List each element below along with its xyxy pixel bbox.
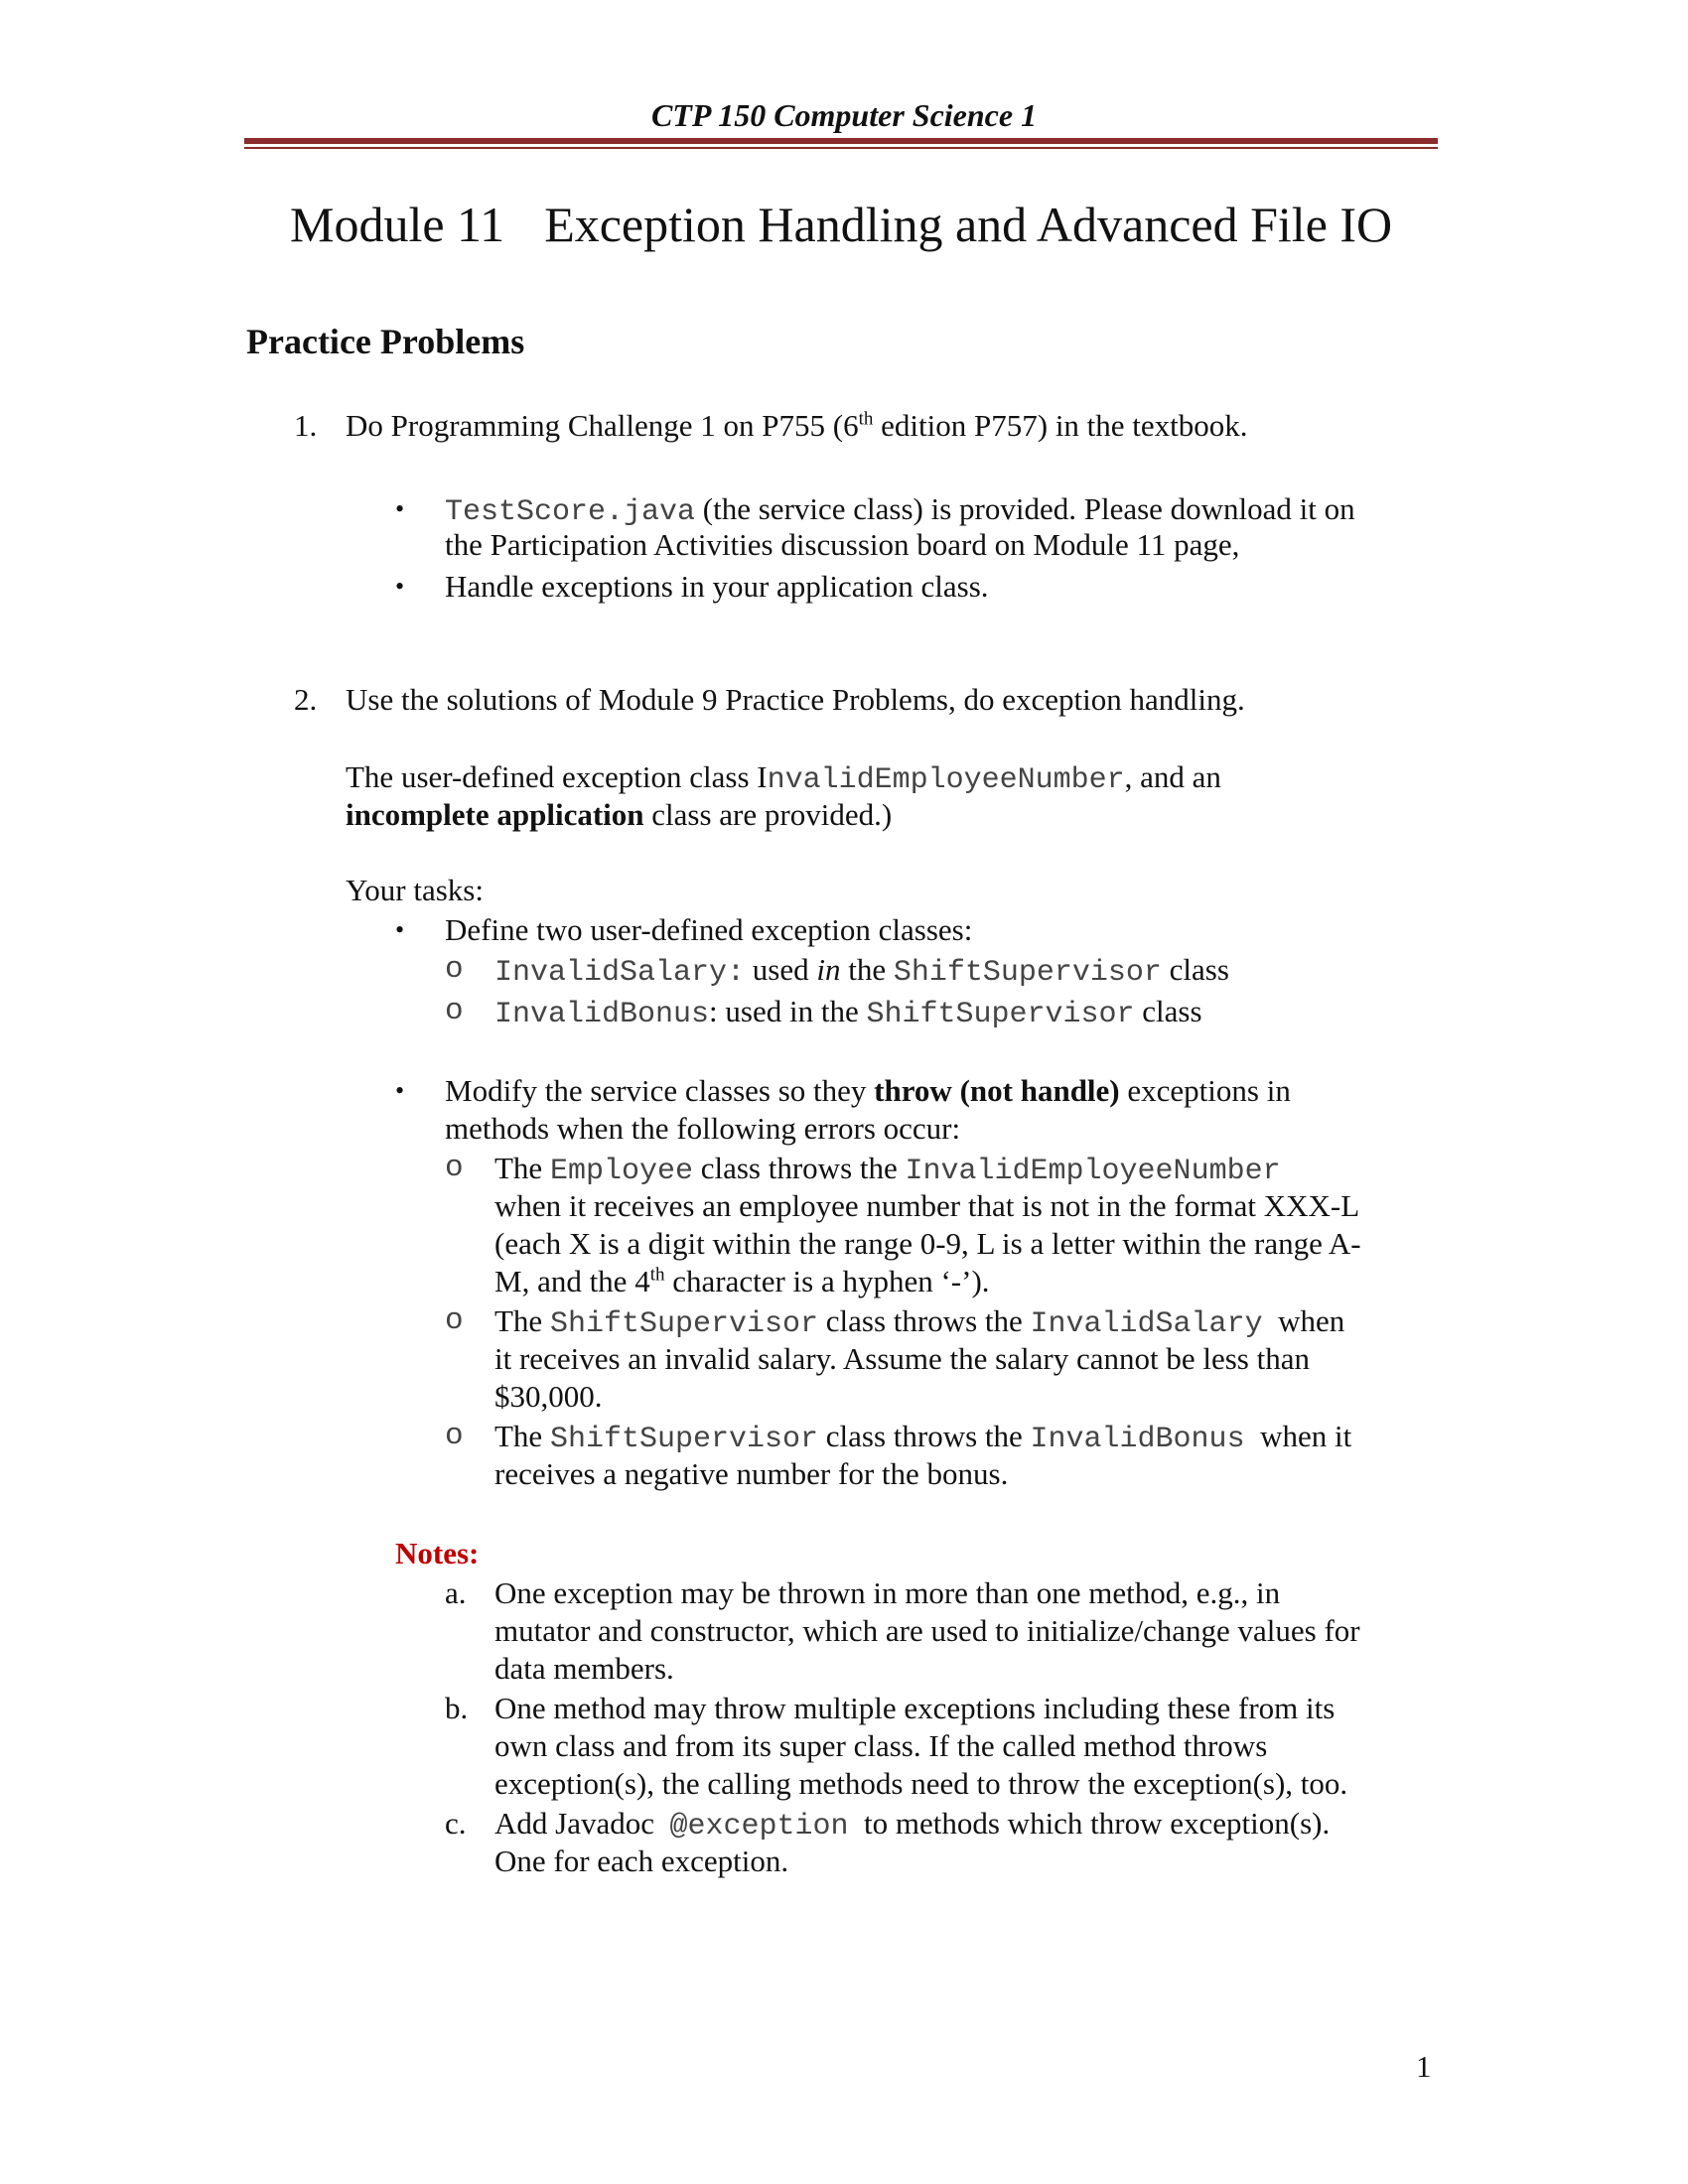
superscript: th	[858, 408, 874, 430]
note-c-marker: c.	[445, 1806, 467, 1841]
problem-1-bullet-2: Handle exceptions in your application class.	[445, 569, 989, 604]
code-shift-supervisor: ShiftSupervisor	[549, 1307, 818, 1341]
e3-b: class throws the	[818, 1419, 1031, 1453]
code-invalid-bonus: InvalidBonus	[494, 998, 710, 1031]
notes-label: Notes:	[395, 1536, 480, 1570]
incomplete-application: incomplete application	[346, 797, 644, 832]
bullet-icon: •	[395, 915, 405, 944]
e2-c: when	[1262, 1303, 1345, 1338]
code-employee: Employee	[549, 1155, 693, 1188]
code-exception-tag: @exception	[669, 1810, 849, 1843]
sub-marker: o	[445, 952, 464, 987]
note-b-marker: b.	[445, 1691, 469, 1725]
bullet-icon: •	[395, 1076, 405, 1105]
code-invalid-salary: InvalidSalary:	[494, 956, 746, 990]
header-rule-thin	[244, 147, 1438, 149]
note-c-a: Add Javadoc	[494, 1806, 670, 1841]
sub-marker: o	[445, 994, 464, 1028]
e3-a: The	[494, 1419, 550, 1453]
e1-a: The	[494, 1151, 550, 1185]
note-c-line-1	[494, 1805, 1330, 1845]
provided-text-a: The user-defined exception class I	[346, 759, 768, 794]
code-shift-supervisor: ShiftSupervisor	[866, 998, 1135, 1031]
error-employee-line-4	[494, 1263, 990, 1300]
e3-c: when it	[1244, 1419, 1352, 1453]
error-employee	[494, 1150, 1281, 1190]
tasks-label: Your tasks:	[346, 873, 484, 907]
code-shift-supervisor: ShiftSupervisor	[549, 1423, 818, 1456]
problem-1-bullet-1	[445, 490, 1355, 531]
task-1: Define two user-defined exception classes:	[445, 912, 973, 947]
e2-a: The	[494, 1303, 550, 1338]
e1-b: class throws the	[692, 1151, 906, 1185]
note-c-b: to methods which throw exception(s).	[848, 1806, 1331, 1841]
sub-marker: o	[445, 1303, 464, 1338]
task-2	[445, 1072, 1291, 1110]
sub2-a: : used in the	[709, 994, 867, 1028]
sub-marker: o	[445, 1151, 464, 1185]
code-invalid-salary: InvalidSalary	[1030, 1307, 1263, 1341]
note-b-line-3: exception(s), the calling methods need to throw the exception(s), too.	[494, 1766, 1348, 1801]
e2-b: class throws the	[818, 1303, 1031, 1338]
task2-bold: throw (not handle)	[874, 1073, 1120, 1108]
e1-line4-b: character is a hyphen ‘-’).	[664, 1264, 990, 1298]
error-employee-line-2: when it receives an employee number that is not in the format XXX-L	[494, 1188, 1360, 1223]
code-testscore: TestScore.java	[445, 495, 696, 529]
note-c-line-2: One for each exception.	[494, 1843, 789, 1878]
error-bonus-line-2: receives a negative number for the bonus.	[494, 1456, 1009, 1491]
problem-1-text	[346, 407, 1248, 445]
provided-rest: class are provided.)	[643, 797, 893, 832]
bullet-icon: •	[395, 494, 405, 523]
task-1-sub-1	[494, 951, 1229, 992]
code-invalid-employee-number: nvalidEmployeeNumber	[767, 763, 1125, 797]
sub-marker: o	[445, 1419, 464, 1453]
header-title: CTP 150 Computer Science 1	[650, 97, 1038, 133]
code-invalid-employee-number: InvalidEmployeeNumber	[905, 1155, 1281, 1188]
problem-2-provided	[346, 758, 1221, 799]
code-invalid-bonus: InvalidBonus	[1030, 1423, 1245, 1456]
page-number: 1	[1416, 2049, 1432, 2084]
problem-1-text-b: edition P757) in the textbook.	[873, 408, 1248, 443]
task2-b: exceptions in	[1119, 1073, 1291, 1108]
problem-1-text-a: Do Programming Challenge 1 on P755 (6	[346, 408, 859, 443]
section-title: Practice Problems	[246, 322, 525, 361]
problem-2-number: 2.	[294, 682, 318, 717]
note-b-line-1: One method may throw multiple exceptions including these from its	[494, 1691, 1336, 1725]
note-a-line-3: data members.	[494, 1651, 674, 1686]
sub1-c: class	[1161, 952, 1229, 987]
problem-2-provided-line-2	[346, 796, 892, 834]
e1-line4-a: M, and the 4	[494, 1264, 650, 1298]
sub1-a: used	[745, 952, 817, 987]
task-2-line-2: methods when the following errors occur:	[445, 1111, 961, 1146]
note-a-line-1: One exception may be thrown in more than one method, e.g., in	[494, 1575, 1281, 1610]
note-a-marker: a.	[445, 1575, 467, 1610]
task-1-sub-2	[494, 993, 1202, 1033]
note-a-line-2: mutator and constructor, which are used to initialize/change values for	[494, 1613, 1360, 1648]
module-topic: Exception Handling and Advanced File IO	[544, 197, 1393, 252]
error-salary	[494, 1302, 1344, 1343]
problem-2-text: Use the solutions of Module 9 Practice Problems, do exception handling.	[346, 682, 1245, 717]
sub2-b: class	[1134, 994, 1202, 1028]
error-salary-line-2: it receives an invalid salary. Assume the salary cannot be less than	[494, 1341, 1310, 1376]
problem-1-bullet-1-line-2: the Participation Activities discussion board on Module 11 page,	[445, 527, 1240, 562]
module-title	[290, 195, 1392, 254]
task2-a: Modify the service classes so they	[445, 1073, 875, 1108]
error-employee-line-3: (each X is a digit within the range 0-9, L is a letter within the range A-	[494, 1226, 1361, 1261]
error-salary-line-3: $30,000.	[494, 1379, 603, 1414]
superscript: th	[649, 1264, 665, 1286]
header-rule	[244, 138, 1438, 144]
provided-text-b: , and an	[1124, 759, 1221, 794]
sub1-italic: in	[816, 952, 841, 987]
code-shift-supervisor: ShiftSupervisor	[893, 956, 1162, 990]
note-b-line-2: own class and from its super class. If the called method throws	[494, 1728, 1268, 1763]
bullet-1-text: (the service class) is provided. Please download it on	[695, 491, 1355, 526]
module-number: Module 11	[290, 197, 505, 252]
problem-1-number: 1.	[294, 408, 318, 443]
error-bonus	[494, 1418, 1351, 1458]
bullet-icon: •	[395, 572, 405, 601]
sub1-b: the	[840, 952, 894, 987]
